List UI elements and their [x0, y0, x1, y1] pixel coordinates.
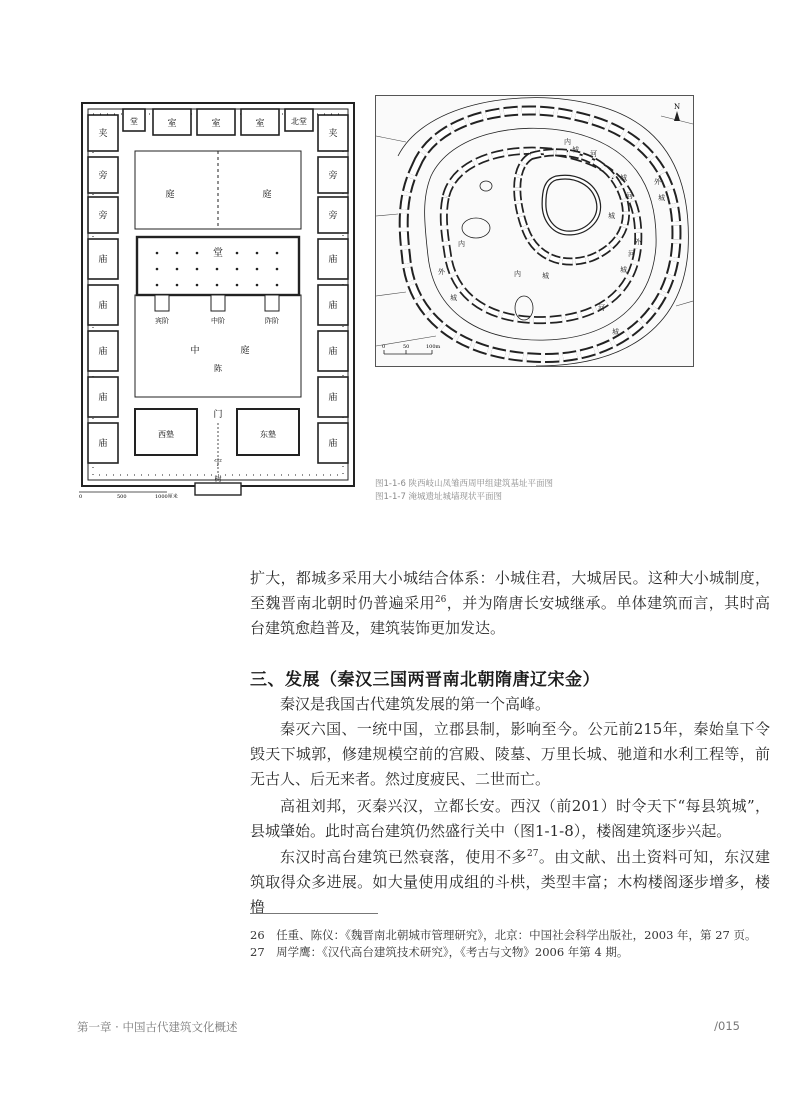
- text-continuation-b: ，并为隋唐长安城继承。单体建筑而言，其时高台建筑愈趋普及，建筑装饰更加发达。: [250, 594, 770, 637]
- footnote-ref-26[interactable]: 26: [434, 595, 447, 605]
- label-rear-court-right: 庭: [262, 190, 272, 200]
- label-wing-right-4: 庙: [328, 393, 338, 403]
- label-wing-left-3: 庙: [98, 347, 108, 357]
- section-heading: 三、发展（秦汉三国两晋南北朝隋唐辽宋金）: [250, 670, 600, 690]
- map-scale-100: 100m: [426, 344, 441, 350]
- label-wing-left-4: 庙: [98, 393, 108, 403]
- label-wing-right-1: 庙: [328, 255, 338, 265]
- label-side-left-1: 夹: [98, 129, 108, 139]
- label-steps-mid: 中阶: [211, 317, 225, 325]
- label-steps-west: 宾阶: [155, 317, 169, 325]
- map-label-5: 河: [626, 192, 633, 200]
- map-label-17: 外: [438, 268, 445, 276]
- label-court-ting: 庭: [240, 346, 250, 356]
- map-scale-0: 0: [382, 344, 386, 350]
- label-steps-east: 阼阶: [265, 317, 279, 325]
- map-label-11: 城: [620, 266, 627, 274]
- page-number: /015: [714, 1019, 740, 1033]
- running-footer-chapter: 第一章 · 中国古代建筑文化概述: [77, 1020, 238, 1034]
- label-gate: 门: [213, 410, 223, 420]
- label-wing-right-2: 庙: [328, 301, 338, 311]
- footnote-divider: [250, 913, 378, 914]
- label-pathway-ning: 宁: [214, 458, 222, 467]
- footnote-26: 26 任重、陈仪：《魏晋南北朝城市管理研究》，北京：中国社会科学出版社，2003 年，第 27 页。: [250, 928, 757, 942]
- label-north-right: 北堂: [291, 117, 307, 126]
- map-label-7: 外: [654, 178, 661, 186]
- scale-1000: 1000厘米: [155, 494, 178, 498]
- label-court-zhong: 中: [190, 346, 200, 356]
- map-label-14: 内: [514, 270, 521, 278]
- map-label-18: 城: [450, 294, 457, 302]
- paragraph-continuation: [250, 566, 770, 641]
- paragraph-2: 秦灭六国、一统中国，立郡县制，影响至今。公元前215年，秦始皇下令毁天下城郭，修建规模空前的宫殿、陵墓、万里长城、驰道和水利工程等，前无古人、后无来者。然过度疲民、二世而亡。: [250, 720, 770, 788]
- paragraph-3: 高祖刘邦，灭秦兴汉，立都长安。西汉（前201）时令天下“每县筑城”，县城肇始。此时高台建筑仍然盛行关中（图1-1-8），楼阁建筑逐步兴起。: [250, 797, 770, 840]
- label-north-left: 堂: [130, 117, 138, 126]
- label-side-left-3: 旁: [98, 211, 108, 221]
- paragraph-1: 秦汉是我国古代建筑发展的第一个高峰。: [280, 695, 551, 713]
- text-continuation-a: 扩大，都城多采用大小城结合体系：小城住君，大城居民。这种大小城制度，至魏晋南北朝时仍普遍采用: [250, 569, 770, 612]
- label-wing-left-5: 庙: [98, 439, 108, 449]
- label-screen-wall: 树: [214, 475, 222, 483]
- label-top-hall-3: 室: [255, 119, 265, 129]
- caption-fig-1-1-7: 图1-1-7 淹城遗址城墙现状平面图: [375, 492, 503, 502]
- label-side-right-1: 夹: [328, 129, 338, 139]
- footnote-ref-27[interactable]: 27: [526, 849, 539, 859]
- label-wing-right-3: 庙: [328, 347, 338, 357]
- label-wing-left-2: 庙: [98, 301, 108, 311]
- label-wing-right-5: 庙: [328, 439, 338, 449]
- footnote-27: 27 周学鹰：《汉代高台建筑技术研究》，《考古与文物》2006 年第 4 期。: [250, 945, 629, 959]
- scale-0: 0: [79, 494, 83, 498]
- label-rear-court-left: 庭: [165, 190, 175, 200]
- label-side-right-3: 旁: [328, 211, 338, 221]
- label-side-right-2: 旁: [328, 171, 338, 181]
- figure-yancheng-map: [375, 95, 694, 367]
- label-top-hall-2: 室: [211, 119, 221, 129]
- map-label-12: 河: [598, 304, 605, 312]
- map-label-13: 城: [612, 328, 619, 336]
- figure-fengchu-plan: [77, 97, 359, 498]
- label-east-room: 东塾: [260, 430, 276, 439]
- scale-500: 500: [117, 494, 127, 498]
- map-label-8: 城: [658, 194, 665, 202]
- caption-fig-1-1-6: 图1-1-6 陕西岐山凤雏西周甲组建筑基址平面图: [375, 479, 554, 489]
- north-arrow: N: [673, 103, 681, 111]
- label-court-chen: 陈: [214, 364, 222, 373]
- label-top-hall-1: 室: [167, 119, 177, 129]
- paragraph-4: [250, 845, 770, 920]
- map-label-1: 内: [564, 138, 571, 146]
- map-label-6: 城: [608, 212, 615, 220]
- map-label-2: 城: [572, 146, 579, 154]
- map-label-16: 内: [458, 240, 465, 248]
- map-label-10: 河: [628, 250, 635, 258]
- map-label-9: 外: [634, 238, 641, 246]
- map-label-3: 河: [590, 150, 597, 158]
- label-main-hall: 堂: [213, 248, 223, 259]
- text-p4-b: 。由文献、出土资料可知，东汉建筑取得众多进展。如大量使用成组的斗栱，类型丰富；木构楼阁逐步增多，楼橹: [250, 848, 770, 916]
- map-scale-50: 50: [403, 344, 410, 350]
- map-label-15: 城: [542, 272, 549, 280]
- text-p4-a: 东汉时高台建筑已然衰落，使用不多: [280, 848, 527, 866]
- label-west-room: 西塾: [158, 430, 174, 439]
- label-side-left-2: 旁: [98, 171, 108, 181]
- label-wing-left-1: 庙: [98, 255, 108, 265]
- map-label-4: 城: [620, 174, 627, 182]
